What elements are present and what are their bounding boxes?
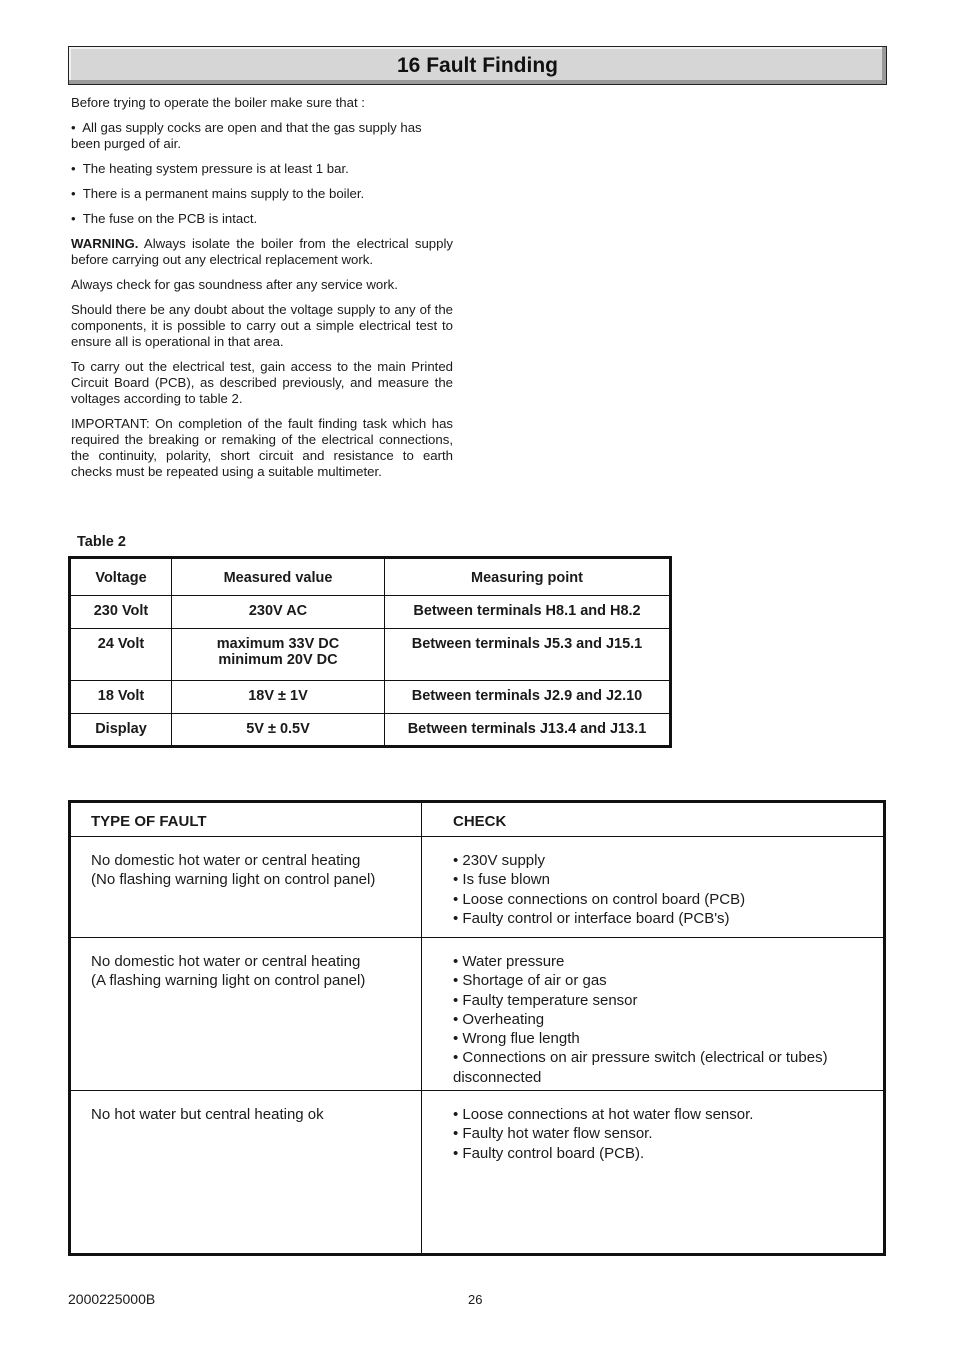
column-header: TYPE OF FAULT xyxy=(70,802,422,837)
fault-finding-table xyxy=(68,800,886,1256)
measuring-point-cell: Between terminals J2.9 and J2.10 xyxy=(385,681,671,714)
measured-value-cell: 230V AC xyxy=(172,596,385,629)
fault-type-cell: No domestic hot water or central heating (No flashing warning light on control panel) xyxy=(70,837,422,938)
intro-text xyxy=(71,95,453,489)
gas-check-paragraph: Always check for gas soundness after any service work. xyxy=(71,277,398,292)
intro-bullet: • There is a permanent mains supply to the boiler. xyxy=(71,186,365,201)
warning-label: WARNING. xyxy=(71,236,139,251)
column-header: Voltage xyxy=(70,558,172,596)
fault-type-cell: No domestic hot water or central heating (A flashing warning light on control panel) xyxy=(70,938,422,1091)
measured-value-cell: 5V ± 0.5V xyxy=(172,714,385,747)
check-item: • Wrong flue length xyxy=(453,1030,580,1048)
section-title-bar xyxy=(68,46,887,85)
check-item: • Overheating xyxy=(453,1010,545,1028)
measuring-point-cell: Between terminals H8.1 and H8.2 xyxy=(385,596,671,629)
fault-type-cell: No hot water but central heating ok xyxy=(70,1091,422,1255)
voltage-cell: 18 Volt xyxy=(70,681,172,714)
check-cell xyxy=(422,1091,885,1255)
table-row xyxy=(70,629,671,681)
voltage-cell: Display xyxy=(70,714,172,747)
check-item: • Shortage of air or gas xyxy=(453,972,607,990)
table-row xyxy=(70,714,671,747)
table-row xyxy=(70,837,885,938)
measuring-point-cell: Between terminals J13.4 and J13.1 xyxy=(385,714,671,747)
check-item: • Loose connections at hot water flow sensor. xyxy=(453,1106,754,1123)
warning-paragraph: WARNING. Always isolate the boiler from the electrical supply before carrying out any electrical replacement work. xyxy=(71,236,453,267)
check-item: • Water pressure xyxy=(453,953,565,970)
check-cell xyxy=(422,837,885,938)
important-paragraph: IMPORTANT: On completion of the fault finding task which has required the breaking or remaking of the electrical connections, the continuity, polarity, short circuit and resistance to earth checks must be repeated using a suitable multimeter. xyxy=(71,416,453,479)
check-item: • Faulty control or interface board (PCB's) xyxy=(453,909,730,927)
voltage-cell: 24 Volt xyxy=(70,629,172,681)
intro-bullet: • All gas supply cocks are open and that the gas supply has been purged of air. xyxy=(71,120,422,151)
check-item: • Loose connections on control board (PCB) xyxy=(453,890,746,908)
table-row xyxy=(70,938,885,1091)
page-number: 26 xyxy=(468,1292,483,1307)
table2-label: Table 2 xyxy=(77,534,126,550)
page-title: 16 Fault Finding xyxy=(397,53,558,77)
measured-value-cell: 18V ± 1V xyxy=(172,681,385,714)
column-header: Measuring point xyxy=(385,558,671,596)
measuring-point-cell: Between terminals J5.3 and J15.1 xyxy=(385,629,671,681)
measured-value-cell: maximum 33V DC minimum 20V DC xyxy=(172,629,385,681)
table-row xyxy=(70,1091,885,1255)
table-header-row xyxy=(70,802,885,837)
document-number: 2000225000B xyxy=(68,1291,156,1307)
check-item: • Is fuse blown xyxy=(453,871,550,889)
check-item: • Faulty control board (PCB). xyxy=(453,1144,645,1162)
intro-lead: Before trying to operate the boiler make sure that : xyxy=(71,95,365,110)
intro-bullet: • The fuse on the PCB is intact. xyxy=(71,211,258,226)
voltage-doubt-paragraph: Should there be any doubt about the voltage supply to any of the components, it is possible to carry out a simple electrical test to ensure all is operational in that area. xyxy=(71,302,453,349)
check-item: • 230V supply xyxy=(453,852,545,869)
table-row xyxy=(70,596,671,629)
voltage-table xyxy=(68,556,672,748)
column-header: Measured value xyxy=(172,558,385,596)
electrical-test-paragraph: To carry out the electrical test, gain access to the main Printed Circuit Board (PCB), as described previously, and measure the voltages according to table 2. xyxy=(71,359,453,406)
table-row xyxy=(70,681,671,714)
check-item: • Faulty hot water flow sensor. xyxy=(453,1125,653,1143)
check-item: • Connections on air pressure switch (electrical or tubes) disconnected xyxy=(453,1049,828,1086)
check-item: • Faulty temperature sensor xyxy=(453,991,638,1009)
column-header: CHECK xyxy=(422,802,885,837)
check-cell xyxy=(422,938,885,1091)
intro-bullet: • The heating system pressure is at least 1 bar. xyxy=(71,161,349,176)
table-header-row xyxy=(70,558,671,596)
voltage-cell: 230 Volt xyxy=(70,596,172,629)
